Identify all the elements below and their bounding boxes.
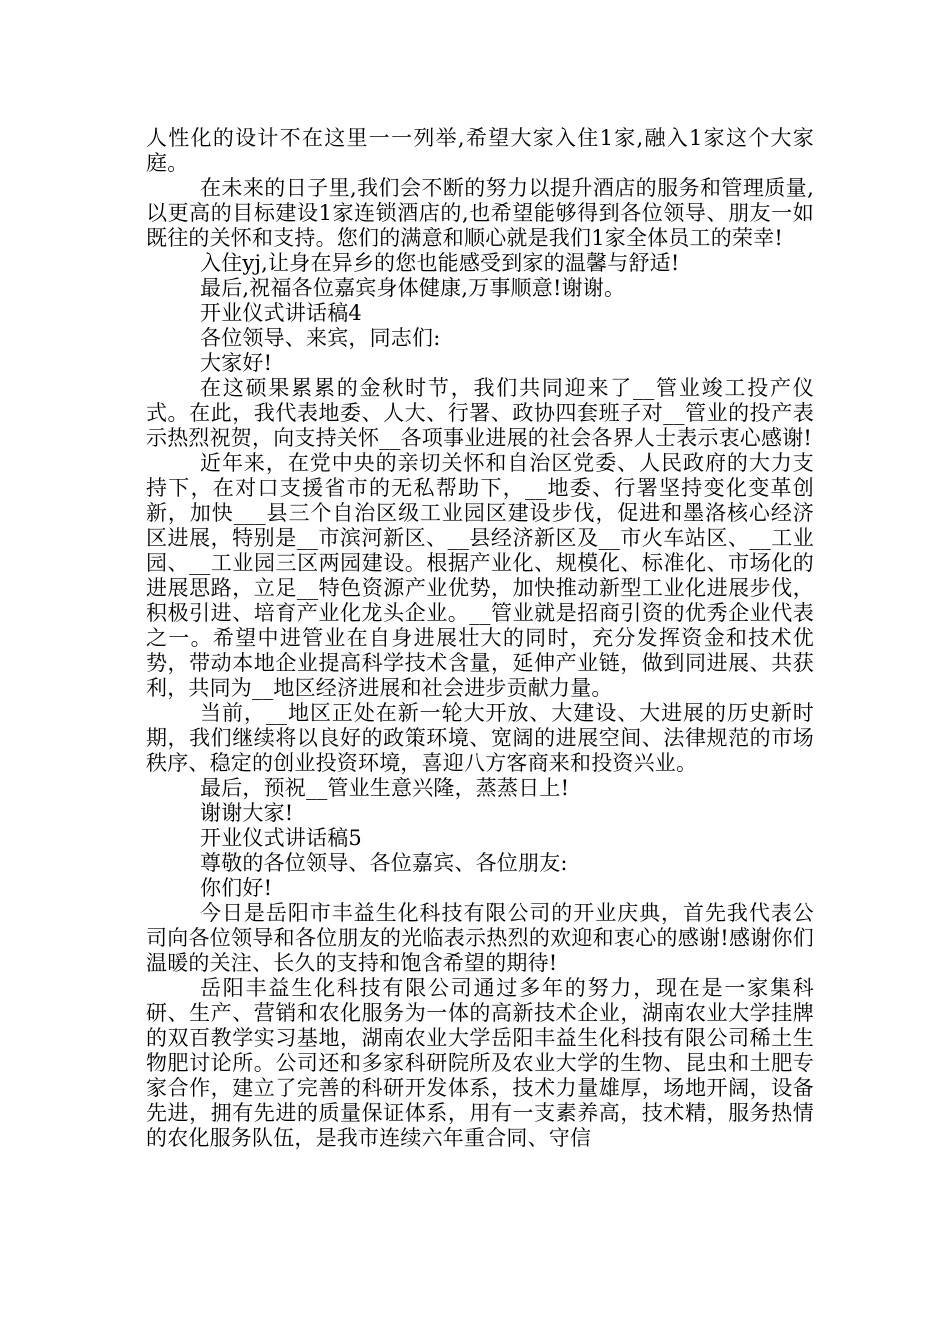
paragraph: 入住yj,让身在异乡的您也能感受到家的温馨与舒适! — [200, 251, 680, 275]
paragraph: 在未来的日子里,我们会不断的努力以提升酒店的服务和管理质量,以更高的目标建设1家连锁酒店的,也希望能够得到各位领导、朋友一如既往的关怀和支持。您们的满意和顺心就是我们1家全体员工的荣幸! — [146, 176, 814, 250]
section-heading: 开业仪式讲话稿4 — [200, 301, 362, 325]
paragraph: 近年来，在党中央的亲切关怀和自治区党委、人民政府的大力支持下，在对口支援省市的无私帮助下，__地委、行署坚持变化变革创新，加快___县三个自治区级工业园区建设步伐，促进和墨洛核心经济区进展，特别是__市滨河新区、__县经济新区及__市火车站区、__工业园、__工业园三区两园建设。根据产业化、规模化、标准化、市场化的进展思路，立足__特色资源产业优势，加快推动新型工业化进展步伐，积极引进、培育产业化龙头企业。__管业就是招商引资的优秀企业代表之一。希望中进管业在自身进展壮大的同时，充分发挥资金和技术优势，带动本地企业提高科学技术含量，延伸产业链，做到同进展、共获利，共同为__地区经济进展和社会进步贡献力量。 — [146, 451, 814, 700]
greeting: 你们好! — [200, 876, 273, 900]
paragraph: 在这硕果累累的金秋时节，我们共同迎来了__管业竣工投产仪式。在此，我代表地委、人大、行署、政协四套班子对__管业的投产表示热烈祝贺，向支持关怀__各项事业进展的社会各界人士表示衷心感谢! — [146, 376, 814, 450]
salutation: 尊敬的各位领导、各位嘉宾、各位朋友: — [200, 851, 568, 875]
paragraph: 当前，__地区正处在新一轮大开放、大建设、大进展的历史新时期，我们继续将以良好的政策环境、宽阔的进展空间、法律规范的市场秩序、稳定的创业投资环境，喜迎八方客商来和投资兴业。 — [146, 701, 814, 775]
paragraph: 今日是岳阳市丰益生化科技有限公司的开业庆典，首先我代表公司向各位领导和各位朋友的光临表示热烈的欢迎和衷心的感谢!感谢你们温暖的关注、长久的支持和饱含希望的期待! — [146, 901, 814, 975]
paragraph: 人性化的设计不在这里一一列举,希望大家入住1家,融入1家这个大家庭。 — [146, 126, 814, 175]
paragraph: 最后,祝福各位嘉宾身体健康,万事顺意!谢谢。 — [200, 276, 626, 300]
paragraph: 最后，预祝__管业生意兴隆，蒸蒸日上! — [200, 776, 570, 800]
section-heading: 开业仪式讲话稿5 — [200, 826, 362, 850]
paragraph: 岳阳丰益生化科技有限公司通过多年的努力，现在是一家集科研、生产、营销和农化服务为一体的高新技术企业，湖南农业大学挂牌的双百教学实习基地，湖南农业大学岳阳丰益生化科技有限公司稀土生物肥讨论所。公司还和多家科研院所及农业大学的生物、昆虫和土肥专家合作，建立了完善的科研开发体系，技术力量雄厚，场地开阔，设备先进，拥有先进的质量保证体系，用有一支素养高，技术精，服务热情的农化服务队伍，是我市连续六年重合同、守信 — [146, 976, 814, 1150]
salutation: 各位领导、来宾，同志们: — [200, 326, 441, 350]
greeting: 大家好! — [200, 351, 273, 375]
closing: 谢谢大家! — [200, 801, 294, 825]
document-page — [146, 126, 814, 1151]
